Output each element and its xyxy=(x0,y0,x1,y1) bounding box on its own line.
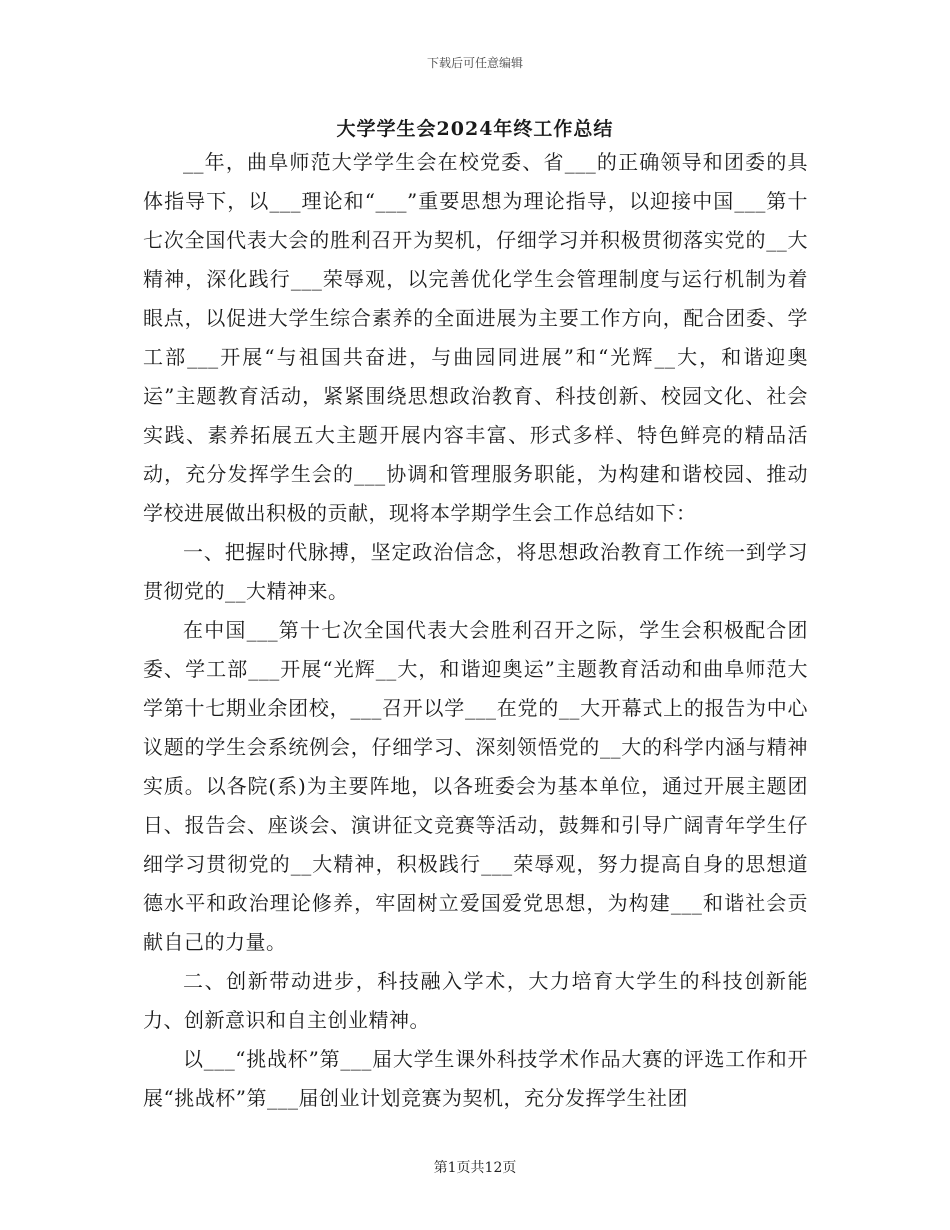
paragraph-section-2-body: 以___“挑战杯”第___届大学生课外科技学术作品大赛的评选工作和开展“挑战杯”第___届创业计划竞赛为契机，充分发挥学生社团 xyxy=(143,1047,808,1110)
paragraph-section-1-body: 在中国___第十七次全国代表大会胜利召开之际，学生会积极配合团委、学工部___开展“光辉__大，和谐迎奥运”主题教育活动和曲阜师范大学第十七期业余团校，___召开以学___在党的__大开幕式上的报告为中心议题的学生会系统例会，仔细学习、深刻领悟党的__大的科学内涵与精神实质。以各院(系)为主要阵地，以各班委会为基本单位，通过开展主题团日、报告会、座谈会、演讲征文竞赛等活动，鼓舞和引导广阔青年学生仔细学习贯彻党的__大精神，积极践行___荣辱观，努力提高自身的思想道德水平和政治理论修养，牢固树立爱国爱党思想，为构建___和谐社会贡献自己的力量。 xyxy=(143,618,808,954)
page-footer: 第1页共12页 xyxy=(433,1160,517,1176)
paragraph-intro: __年，曲阜师范大学学生会在校党委、省___的正确领导和团委的具体指导下，以___理论和“___”重要思想为理论指导，以迎接中国___第十七次全国代表大会的胜利召开为契机，仔细学习并积极贯彻落实党的__大精神，深化践行___荣辱观，以完善优化学生会管理制度与运行机制为着眼点，以促进大学生综合素养的全面进展为主要工作方向，配合团委、学工部___开展“与祖国共奋进，与曲园同进展”和“光辉__大，和谐迎奥运”主题教育活动，紧紧围绕思想政治教育、科技创新、校园文化、社会实践、素养拓展五大主题开展内容丰富、形式多样、特色鲜亮的精品活动，充分发挥学生会的___协调和管理服务职能，为构建和谐校园、推动学校进展做出积极的贡献，现将本学期学生会工作总结如下： xyxy=(143,150,808,525)
document-body xyxy=(143,143,808,1118)
paragraph-section-2-heading: 二、创新带动进步，科技融入学术，大力培育大学生的科技创新能力、创新意识和自主创业精神。 xyxy=(143,969,808,1032)
document-title: 大学学生会2024年终工作总结 xyxy=(336,118,614,140)
paragraph-section-1-heading: 一、把握时代脉搏，坚定政治信念，将思想政治教育工作统一到学习贯彻党的__大精神来。 xyxy=(143,540,808,603)
header-note: 下载后可任意编辑 xyxy=(426,56,523,70)
